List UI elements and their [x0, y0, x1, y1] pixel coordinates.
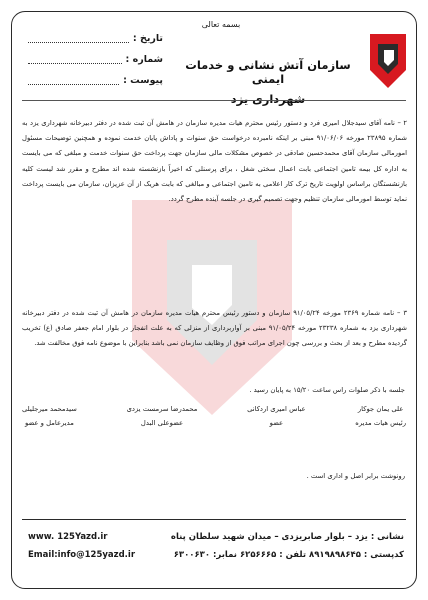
- fax-value: ۶۳۰۰۶۳۰: [173, 550, 211, 560]
- signatures-block: [22, 402, 406, 462]
- contact-line: [134, 546, 404, 564]
- number-row: [28, 49, 163, 70]
- date-label: تاریخ :: [132, 33, 163, 44]
- signature-role: رئیس هیات مدیره: [355, 419, 406, 427]
- attachment-row: [28, 70, 163, 91]
- signature-name: عباس امیری اردکانی: [247, 405, 306, 413]
- address-label: نشانی :: [370, 532, 404, 542]
- closing-note: جلسه با ذکر صلوات راس ساعت ۱۵/۲۰ به پایان رسید .: [249, 386, 405, 394]
- footer-address: [134, 528, 404, 564]
- signature-name: علی یمان جوکار: [357, 405, 404, 413]
- postal-value: ۸۹۱۹۸۹۸۶۴۵: [309, 550, 361, 560]
- paragraph-item-3: ۳ – نامه شماره ۲۳۶۹ مورخه ۹۱/۰۵/۲۴ سازمان و دستور رئیس محترم هیات مدیره سازمان در هامش آن ثبت شده در دفتر دبیرخانه شهرداری یزد به شماره ۲۳۲۳۸ مورخه ۹۱/۰۵/۲۴ مبنی بر آواربرداری از منزلی که به علت انفجار در بلوار امام جعفر صادق (ع) تخریب گردیده مطرح و بعد از بحث و بررسی چون اجرای مراتب فوق از وظایف سازمان نمی باشد بنابراین با موضوع نامه فوق مخالفت شد.: [22, 309, 407, 348]
- address-line: [134, 528, 404, 546]
- signature-role: مدیرعامل و عضو: [25, 419, 74, 427]
- website-link[interactable]: www. 125Yazd.ir: [28, 532, 108, 542]
- date-row: [28, 28, 163, 49]
- attachment-field: [28, 76, 119, 85]
- number-label: شماره :: [125, 54, 163, 65]
- org-header: [178, 58, 358, 106]
- date-field: [28, 34, 129, 43]
- postal-label: کدپستی :: [363, 550, 404, 560]
- phone-value: ۶۲۵۶۶۶۵: [239, 550, 277, 560]
- footer-web: [28, 528, 148, 564]
- signature-name: محمدرضا سرمست یزدی: [126, 405, 198, 413]
- org-city: شهرداری یزد: [230, 92, 306, 106]
- email-link[interactable]: Email:info@125yazd.ir: [28, 550, 136, 560]
- signature-member: [247, 402, 306, 462]
- letter-meta: [28, 28, 163, 91]
- fire-department-logo: [364, 30, 412, 92]
- signature-chairman: [355, 402, 406, 462]
- footer-divider: [22, 519, 406, 520]
- paragraph-item-2: ۲ – نامه آقای سیدجلال امیری فرد و دستور رئیس محترم هیات مدیره سازمان در هامش آن ثبت شده در دفتر دبیرخانه شهرداری یزد به شماره ۲۳۸۹۵ مورخه ۹۱/۰۶/۰۶ مبنی بر اینکه نامبرده درخواست حق سنوات و پاداش پایان خدمت نموده و همچنین توضیحات مسئول امورمالی سازمان آقای محمدحسین صادقی در خصوص مشکلات مالی سازمان جهت پرداخت حق سنوات خدمت و مبلغی که می بایست به اداره کل بیمه تامین اجتماعی بابت اعمال سختی شغل ، برای پرسنلی که اخیراً بازنشسته شده اند مطرح و مقرر شد لیست کلیه بازنشستگان براساس اولویت تاریخ ترک کار اعلامی به تامین اجتماعی و مبالغی که بابت هریک از آن عزیزان، سازمان می بایست پرداخت نماید توسط امورمالی سازمان تنظیم وجهت تصمیم گیری در جلسه آینده مطرح گردد.: [22, 119, 407, 204]
- number-field: [28, 55, 122, 64]
- signature-role: عضوعلی البدل: [140, 419, 184, 427]
- phone-label: تلفن :: [279, 550, 307, 560]
- fax-label: نمابر:: [213, 550, 237, 560]
- copy-note: رونوشت برابر اصل و اداری است .: [306, 472, 405, 480]
- org-name: سازمان آتش نشانی و خدمات ایمنی: [185, 58, 351, 86]
- attachment-label: پیوست :: [123, 75, 163, 86]
- signature-alternate-member: [127, 402, 198, 462]
- address-value: یزد – بلوار صابریزدی – میدان شهید سلطان پناه: [170, 532, 368, 542]
- signature-role: عضو: [269, 419, 284, 427]
- signature-ceo: [22, 402, 77, 462]
- bismillah-heading: بسمه تعالی: [201, 20, 241, 29]
- signature-name: سیدمحمد میرجلیلی: [22, 405, 77, 413]
- header-divider: [22, 100, 406, 101]
